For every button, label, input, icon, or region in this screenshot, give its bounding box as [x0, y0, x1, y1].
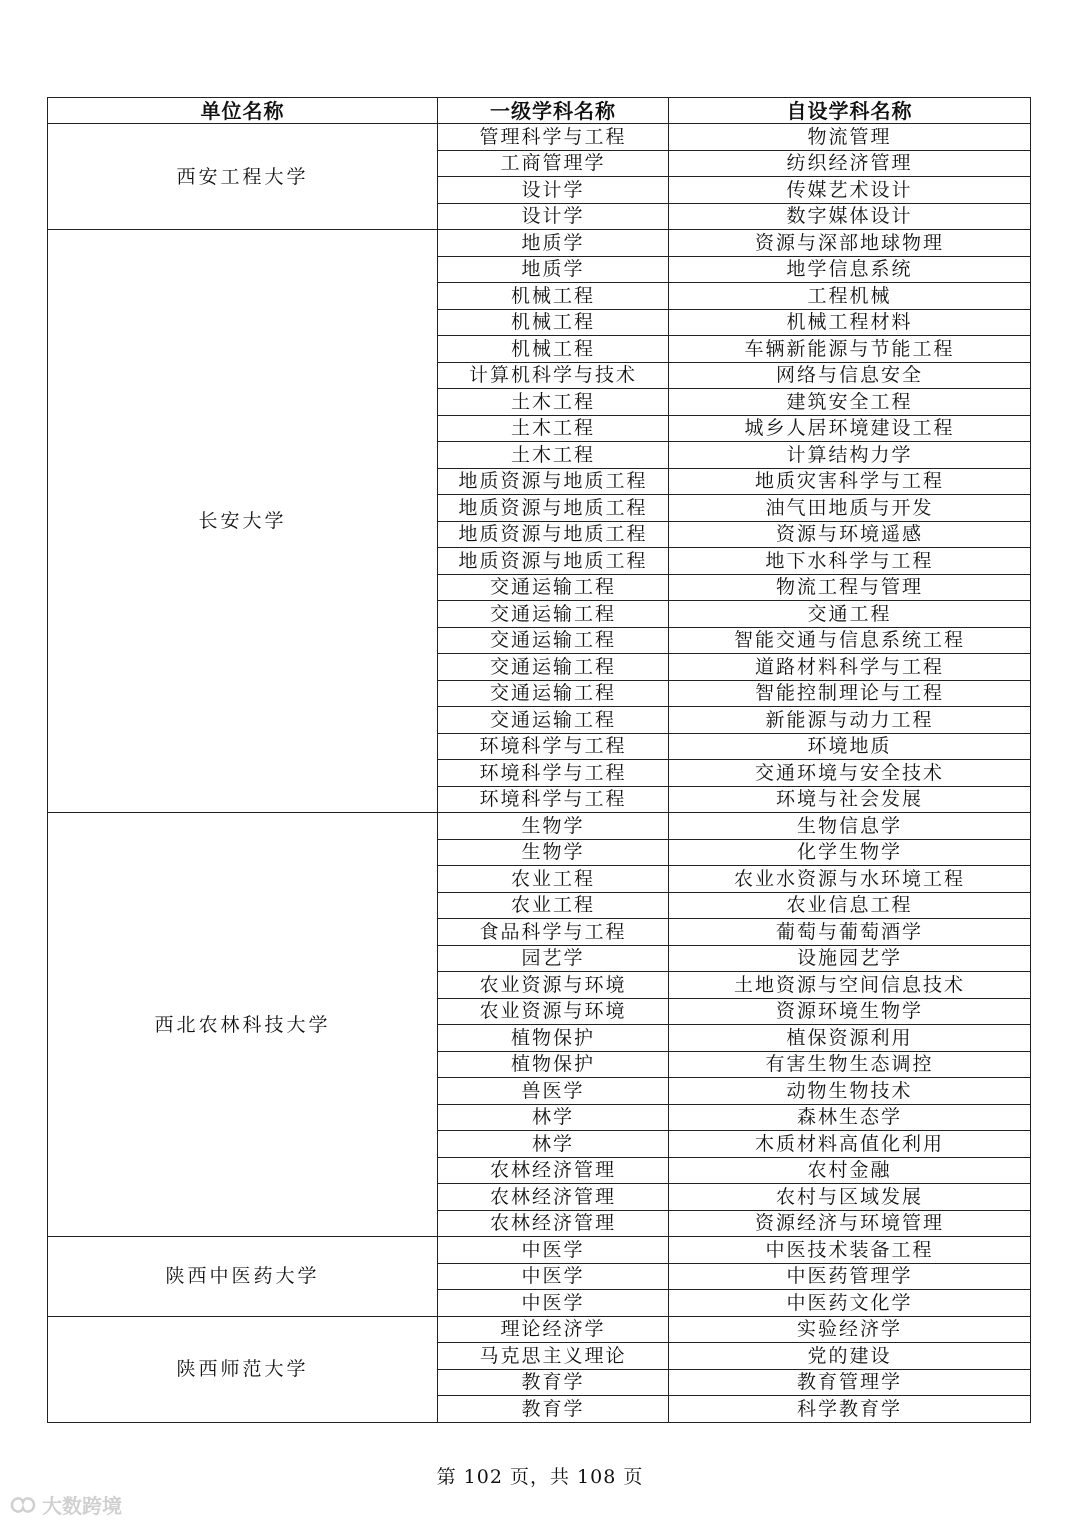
- first-level-discipline-cell: 交通运输工程: [438, 707, 669, 734]
- custom-discipline-cell: 交通工程: [669, 601, 1031, 628]
- custom-discipline-cell: 教育管理学: [669, 1369, 1031, 1396]
- custom-discipline-cell: 物流工程与管理: [669, 574, 1031, 601]
- custom-discipline-cell: 葡萄与葡萄酒学: [669, 919, 1031, 946]
- custom-discipline-cell: 生物信息学: [669, 813, 1031, 840]
- first-level-discipline-cell: 机械工程: [438, 283, 669, 310]
- first-level-discipline-cell: 食品科学与工程: [438, 919, 669, 946]
- first-level-discipline-cell: 设计学: [438, 177, 669, 204]
- unit-name-cell: 长安大学: [48, 230, 438, 813]
- custom-discipline-cell: 新能源与动力工程: [669, 707, 1031, 734]
- first-level-discipline-cell: 交通运输工程: [438, 680, 669, 707]
- first-level-discipline-cell: 计算机科学与技术: [438, 362, 669, 389]
- custom-discipline-cell: 党的建设: [669, 1343, 1031, 1370]
- first-level-discipline-cell: 农业工程: [438, 892, 669, 919]
- custom-discipline-cell: 纺织经济管理: [669, 150, 1031, 177]
- custom-discipline-cell: 有害生物生态调控: [669, 1051, 1031, 1078]
- custom-discipline-cell: 农业信息工程: [669, 892, 1031, 919]
- custom-discipline-cell: 化学生物学: [669, 839, 1031, 866]
- custom-discipline-cell: 环境与社会发展: [669, 786, 1031, 813]
- unit-name-cell: 陕西中医药大学: [48, 1237, 438, 1317]
- custom-discipline-cell: 油气田地质与开发: [669, 495, 1031, 522]
- first-level-discipline-cell: 农林经济管理: [438, 1157, 669, 1184]
- first-level-discipline-cell: 地质资源与地质工程: [438, 468, 669, 495]
- header-unit-name: 单位名称: [48, 98, 438, 124]
- first-level-discipline-cell: 中医学: [438, 1290, 669, 1317]
- custom-discipline-cell: 智能交通与信息系统工程: [669, 627, 1031, 654]
- table-header: [48, 98, 1031, 124]
- custom-discipline-cell: 实验经济学: [669, 1316, 1031, 1343]
- first-level-discipline-cell: 中医学: [438, 1237, 669, 1264]
- custom-discipline-cell: 科学教育学: [669, 1396, 1031, 1423]
- unit-name-cell: 陕西师范大学: [48, 1316, 438, 1422]
- custom-discipline-cell: 农村金融: [669, 1157, 1031, 1184]
- first-level-discipline-cell: 地质资源与地质工程: [438, 495, 669, 522]
- custom-discipline-cell: 中医技术装备工程: [669, 1237, 1031, 1264]
- first-level-discipline-cell: 地质资源与地质工程: [438, 548, 669, 575]
- custom-discipline-cell: 农村与区域发展: [669, 1184, 1031, 1211]
- first-level-discipline-cell: 农业资源与环境: [438, 972, 669, 999]
- custom-discipline-cell: 土地资源与空间信息技术: [669, 972, 1031, 999]
- first-level-discipline-cell: 园艺学: [438, 945, 669, 972]
- first-level-discipline-cell: 交通运输工程: [438, 601, 669, 628]
- custom-discipline-cell: 城乡人居环境建设工程: [669, 415, 1031, 442]
- first-level-discipline-cell: 土木工程: [438, 442, 669, 469]
- custom-discipline-cell: 中医药文化学: [669, 1290, 1031, 1317]
- custom-discipline-cell: 地学信息系统: [669, 256, 1031, 283]
- custom-discipline-cell: 工程机械: [669, 283, 1031, 310]
- first-level-discipline-cell: 设计学: [438, 203, 669, 230]
- custom-discipline-cell: 地质灾害科学与工程: [669, 468, 1031, 495]
- watermark: [8, 1490, 122, 1519]
- header-row: [48, 98, 1031, 124]
- custom-discipline-cell: 智能控制理论与工程: [669, 680, 1031, 707]
- first-level-discipline-cell: 地质学: [438, 256, 669, 283]
- watermark-text: 大数跨境: [42, 1494, 122, 1518]
- first-level-discipline-cell: 植物保护: [438, 1025, 669, 1052]
- first-level-discipline-cell: 农林经济管理: [438, 1184, 669, 1211]
- custom-discipline-cell: 数字媒体设计: [669, 203, 1031, 230]
- custom-discipline-cell: 机械工程材料: [669, 309, 1031, 336]
- header-custom-discipline: 自设学科名称: [669, 98, 1031, 124]
- custom-discipline-cell: 设施园艺学: [669, 945, 1031, 972]
- custom-discipline-cell: 资源经济与环境管理: [669, 1210, 1031, 1237]
- first-level-discipline-cell: 环境科学与工程: [438, 733, 669, 760]
- first-level-discipline-cell: 植物保护: [438, 1051, 669, 1078]
- first-level-discipline-cell: 生物学: [438, 839, 669, 866]
- table-row: [48, 813, 1031, 840]
- custom-discipline-cell: 环境地质: [669, 733, 1031, 760]
- custom-discipline-cell: 资源与环境遥感: [669, 521, 1031, 548]
- brand-logo-icon: [8, 1493, 38, 1517]
- custom-discipline-cell: 物流管理: [669, 124, 1031, 151]
- first-level-discipline-cell: 土木工程: [438, 415, 669, 442]
- first-level-discipline-cell: 农业工程: [438, 866, 669, 893]
- first-level-discipline-cell: 教育学: [438, 1369, 669, 1396]
- first-level-discipline-cell: 林学: [438, 1104, 669, 1131]
- unit-name-cell: 西北农林科技大学: [48, 813, 438, 1237]
- first-level-discipline-cell: 工商管理学: [438, 150, 669, 177]
- first-level-discipline-cell: 机械工程: [438, 309, 669, 336]
- custom-discipline-cell: 车辆新能源与节能工程: [669, 336, 1031, 363]
- first-level-discipline-cell: 管理科学与工程: [438, 124, 669, 151]
- custom-discipline-cell: 农业水资源与水环境工程: [669, 866, 1031, 893]
- first-level-discipline-cell: 兽医学: [438, 1078, 669, 1105]
- custom-discipline-cell: 交通环境与安全技术: [669, 760, 1031, 787]
- first-level-discipline-cell: 地质学: [438, 230, 669, 257]
- custom-discipline-cell: 资源与深部地球物理: [669, 230, 1031, 257]
- table-row: [48, 1237, 1031, 1264]
- first-level-discipline-cell: 交通运输工程: [438, 574, 669, 601]
- header-first-level-discipline: 一级学科名称: [438, 98, 669, 124]
- first-level-discipline-cell: 理论经济学: [438, 1316, 669, 1343]
- first-level-discipline-cell: 生物学: [438, 813, 669, 840]
- first-level-discipline-cell: 环境科学与工程: [438, 760, 669, 787]
- first-level-discipline-cell: 环境科学与工程: [438, 786, 669, 813]
- first-level-discipline-cell: 交通运输工程: [438, 627, 669, 654]
- table-row: [48, 230, 1031, 257]
- first-level-discipline-cell: 农林经济管理: [438, 1210, 669, 1237]
- custom-discipline-cell: 建筑安全工程: [669, 389, 1031, 416]
- first-level-discipline-cell: 地质资源与地质工程: [438, 521, 669, 548]
- first-level-discipline-cell: 中医学: [438, 1263, 669, 1290]
- table-row: [48, 124, 1031, 151]
- custom-discipline-cell: 道路材料科学与工程: [669, 654, 1031, 681]
- custom-discipline-cell: 资源环境生物学: [669, 998, 1031, 1025]
- table-body: [48, 124, 1031, 1423]
- first-level-discipline-cell: 马克思主义理论: [438, 1343, 669, 1370]
- custom-discipline-cell: 传媒艺术设计: [669, 177, 1031, 204]
- first-level-discipline-cell: 交通运输工程: [438, 654, 669, 681]
- first-level-discipline-cell: 农业资源与环境: [438, 998, 669, 1025]
- unit-name-cell: 西安工程大学: [48, 124, 438, 230]
- first-level-discipline-cell: 林学: [438, 1131, 669, 1158]
- custom-discipline-cell: 中医药管理学: [669, 1263, 1031, 1290]
- custom-discipline-cell: 计算结构力学: [669, 442, 1031, 469]
- page-number-footer: 第 102 页，共 108 页: [436, 1466, 644, 1488]
- discipline-table: [47, 97, 1031, 1423]
- first-level-discipline-cell: 土木工程: [438, 389, 669, 416]
- first-level-discipline-cell: 机械工程: [438, 336, 669, 363]
- custom-discipline-cell: 植保资源利用: [669, 1025, 1031, 1052]
- custom-discipline-cell: 森林生态学: [669, 1104, 1031, 1131]
- first-level-discipline-cell: 教育学: [438, 1396, 669, 1423]
- custom-discipline-cell: 木质材料高值化利用: [669, 1131, 1031, 1158]
- custom-discipline-cell: 动物生物技术: [669, 1078, 1031, 1105]
- custom-discipline-cell: 网络与信息安全: [669, 362, 1031, 389]
- table-row: [48, 1316, 1031, 1343]
- custom-discipline-cell: 地下水科学与工程: [669, 548, 1031, 575]
